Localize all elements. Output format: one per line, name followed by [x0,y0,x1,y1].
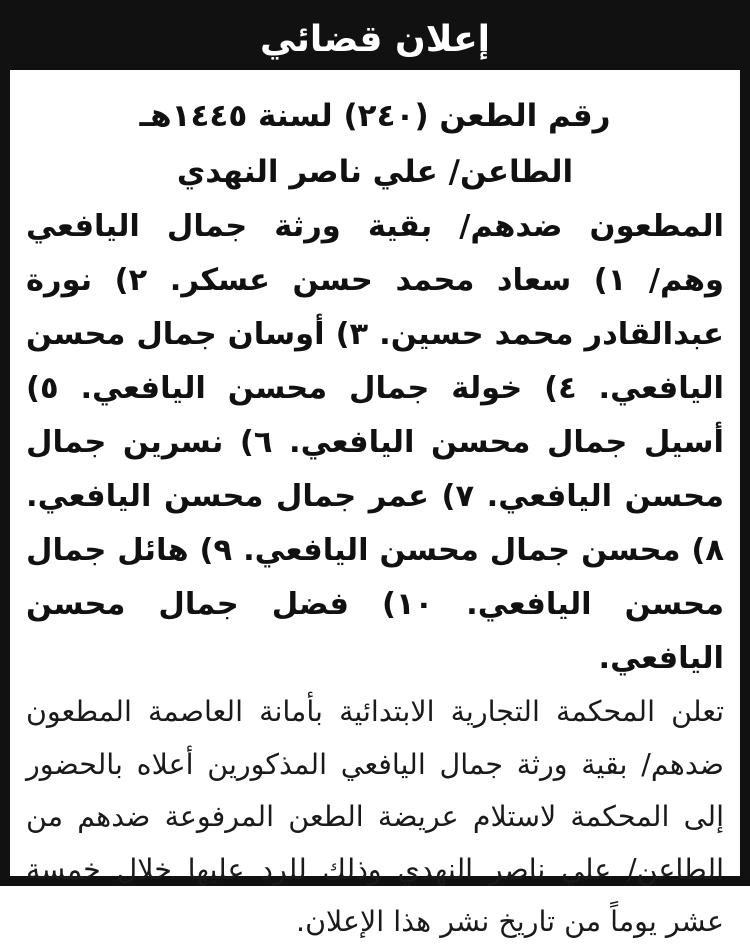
appeal-number: رقم الطعن (٢٤٠) لسنة ١٤٤٥هـ [139,98,611,134]
notice-header [10,10,740,70]
notice-body-paragraph: تعلن المحكمة التجارية الابتدائية بأمانة العاصمة المطعون ضدهم/ بقية ورثة جمال اليافعي المذكورين أعلاه بالحضور إلى المحكمة لاستلام عريضة الطعن المرفوعة ضدهم من الطاعن/ علي ناصر النهدي وذلك للرد عليها خلال خمسة عشر يوماً من تاريخ نشر هذا الإعلان. [26,695,724,938]
notice-content [26,88,724,949]
notice-title: إعلان قضائي [259,19,491,60]
respondents-paragraph: المطعون ضدهم/ بقية ورثة جمال اليافعي وهم/ ١) سعاد محمد حسن عسكر. ٢) نورة عبدالقادر محمد حسين. ٣) أوسان جمال محسن اليافعي. ٤) خولة جمال محسن اليافعي. ٥) أسيل جمال محسن اليافعي. ٦) نسرين جمال محسن اليافعي. ٧) عمر جمال محسن اليافعي. ٨) محسن جمال محسن اليافعي. ٩) هائل جمال محسن اليافعي. ١٠) فضل جمال محسن اليافعي. [26,209,725,676]
appellant-line: الطاعن/ علي ناصر النهدي [176,154,574,190]
